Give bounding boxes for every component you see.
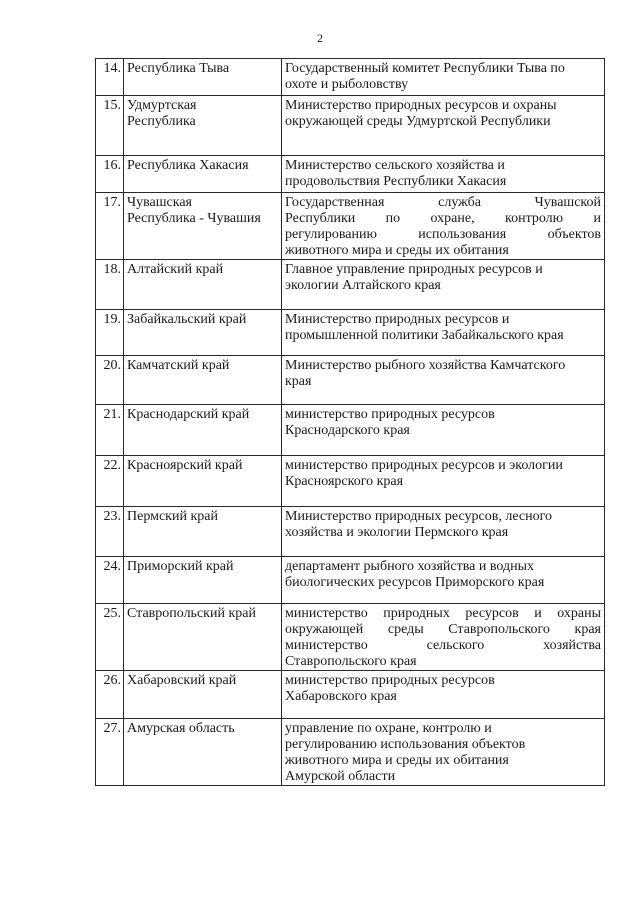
region-line: Пермский край	[127, 509, 218, 524]
region-cell	[124, 356, 282, 405]
page-number: 2	[317, 31, 323, 45]
agency-line: хозяйства и экологии Пермского края	[285, 525, 509, 540]
agency-line: Краснодарского края	[285, 423, 410, 438]
agency-cell	[282, 719, 605, 786]
region-line: Удмуртская	[127, 98, 197, 113]
agency-line: министерство природных ресурсов	[285, 673, 495, 688]
region-cell	[124, 557, 282, 604]
table-row	[96, 671, 605, 719]
region-line: Забайкальский край	[127, 312, 247, 327]
agency-cell	[282, 59, 605, 96]
region-line: Ставропольский край	[127, 606, 256, 621]
row-number: 20.	[96, 356, 124, 405]
region-cell	[124, 193, 282, 260]
agency-line: Министерство рыбного хозяйства Камчатского	[285, 358, 566, 373]
row-number: 15.	[96, 96, 124, 156]
agency-line: Министерство природных ресурсов, лесного	[285, 509, 552, 524]
agency-line: продовольствия Республики Хакасия	[285, 174, 507, 189]
table-row	[96, 719, 605, 786]
row-number: 19.	[96, 310, 124, 356]
agency-line: Министерство природных ресурсов и охраны	[285, 98, 557, 113]
table-row	[96, 59, 605, 96]
table-body	[96, 59, 605, 786]
row-number: 25.	[96, 604, 124, 671]
region-line: Хабаровский край	[127, 673, 237, 688]
region-line: Чувашская	[127, 195, 192, 210]
region-cell	[124, 671, 282, 719]
region-line: Приморский край	[127, 559, 234, 574]
table-row	[96, 310, 605, 356]
region-line: Алтайский край	[127, 262, 224, 277]
region-line: Республика	[127, 114, 196, 129]
agency-line: Республики по охране, контролю и	[285, 211, 601, 226]
region-line: Краснодарский край	[127, 407, 250, 422]
agency-cell	[282, 604, 605, 671]
agency-line: биологических ресурсов Приморского края	[285, 575, 545, 590]
agency-cell	[282, 156, 605, 193]
region-line: Республика - Чувашия	[127, 211, 261, 226]
row-number: 21.	[96, 405, 124, 456]
region-cell	[124, 59, 282, 96]
regions-table	[95, 58, 605, 786]
agency-line: Министерство природных ресурсов и	[285, 312, 510, 327]
agency-line: регулированию использования объектов	[285, 227, 601, 242]
agency-line: министерство природных ресурсов и экологии	[285, 458, 563, 473]
table-row	[96, 193, 605, 260]
agency-line: животного мира и среды их обитания	[285, 243, 509, 258]
region-line: Республика Хакасия	[127, 158, 249, 173]
region-cell	[124, 604, 282, 671]
agency-line: регулированию использования объектов	[285, 737, 526, 752]
agency-line: окружающей среды Удмуртской Республики	[285, 114, 551, 129]
agency-cell	[282, 456, 605, 507]
agency-line: Государственный комитет Республики Тыва по	[285, 61, 565, 76]
region-cell	[124, 456, 282, 507]
agency-line: Амурской области	[285, 769, 396, 784]
table-row	[96, 96, 605, 156]
agency-line: Красноярского края	[285, 474, 404, 489]
row-number: 18.	[96, 260, 124, 310]
table-row	[96, 507, 605, 557]
agency-line: Хабаровского края	[285, 689, 397, 704]
region-cell	[124, 156, 282, 193]
table-row	[96, 260, 605, 310]
table-row	[96, 356, 605, 405]
region-cell	[124, 96, 282, 156]
row-number: 14.	[96, 59, 124, 96]
agency-line: животного мира и среды их обитания	[285, 753, 509, 768]
row-number: 17.	[96, 193, 124, 260]
region-line: Красноярский край	[127, 458, 243, 473]
region-cell	[124, 719, 282, 786]
agency-line: министерство природных ресурсов и охраны	[285, 606, 601, 621]
region-cell	[124, 260, 282, 310]
agency-cell	[282, 193, 605, 260]
row-number: 16.	[96, 156, 124, 193]
row-number: 26.	[96, 671, 124, 719]
row-number: 24.	[96, 557, 124, 604]
agency-line: края	[285, 374, 312, 389]
region-line: Амурская область	[127, 721, 235, 736]
agency-line: окружающей среды Ставропольского края	[285, 622, 601, 637]
agency-line: департамент рыбного хозяйства и водных	[285, 559, 534, 574]
agency-line: Министерство сельского хозяйства и	[285, 158, 505, 173]
region-line: Камчатский край	[127, 358, 230, 373]
agency-cell	[282, 96, 605, 156]
row-number: 22.	[96, 456, 124, 507]
agency-cell	[282, 507, 605, 557]
row-number: 27.	[96, 719, 124, 786]
table-row	[96, 604, 605, 671]
agency-line: экологии Алтайского края	[285, 278, 441, 293]
row-number: 23.	[96, 507, 124, 557]
region-line: Республика Тыва	[127, 61, 230, 76]
agency-cell	[282, 310, 605, 356]
agency-line: охоте и рыболовству	[285, 77, 409, 92]
table-row	[96, 557, 605, 604]
agency-line: министерство природных ресурсов	[285, 407, 495, 422]
region-cell	[124, 507, 282, 557]
agency-cell	[282, 356, 605, 405]
table-row	[96, 405, 605, 456]
agency-line: управление по охране, контролю и	[285, 721, 492, 736]
region-cell	[124, 405, 282, 456]
table-row	[96, 156, 605, 193]
agency-line: Ставропольского края	[285, 654, 417, 669]
agency-cell	[282, 405, 605, 456]
agency-line: промышленной политики Забайкальского края	[285, 328, 564, 343]
agency-cell	[282, 260, 605, 310]
agency-line: Главное управление природных ресурсов и	[285, 262, 543, 277]
agency-cell	[282, 557, 605, 604]
table-row	[96, 456, 605, 507]
agency-cell	[282, 671, 605, 719]
agency-line: Государственная служба Чувашской	[285, 195, 601, 210]
agency-line: министерство сельского хозяйства	[285, 638, 601, 653]
region-cell	[124, 310, 282, 356]
